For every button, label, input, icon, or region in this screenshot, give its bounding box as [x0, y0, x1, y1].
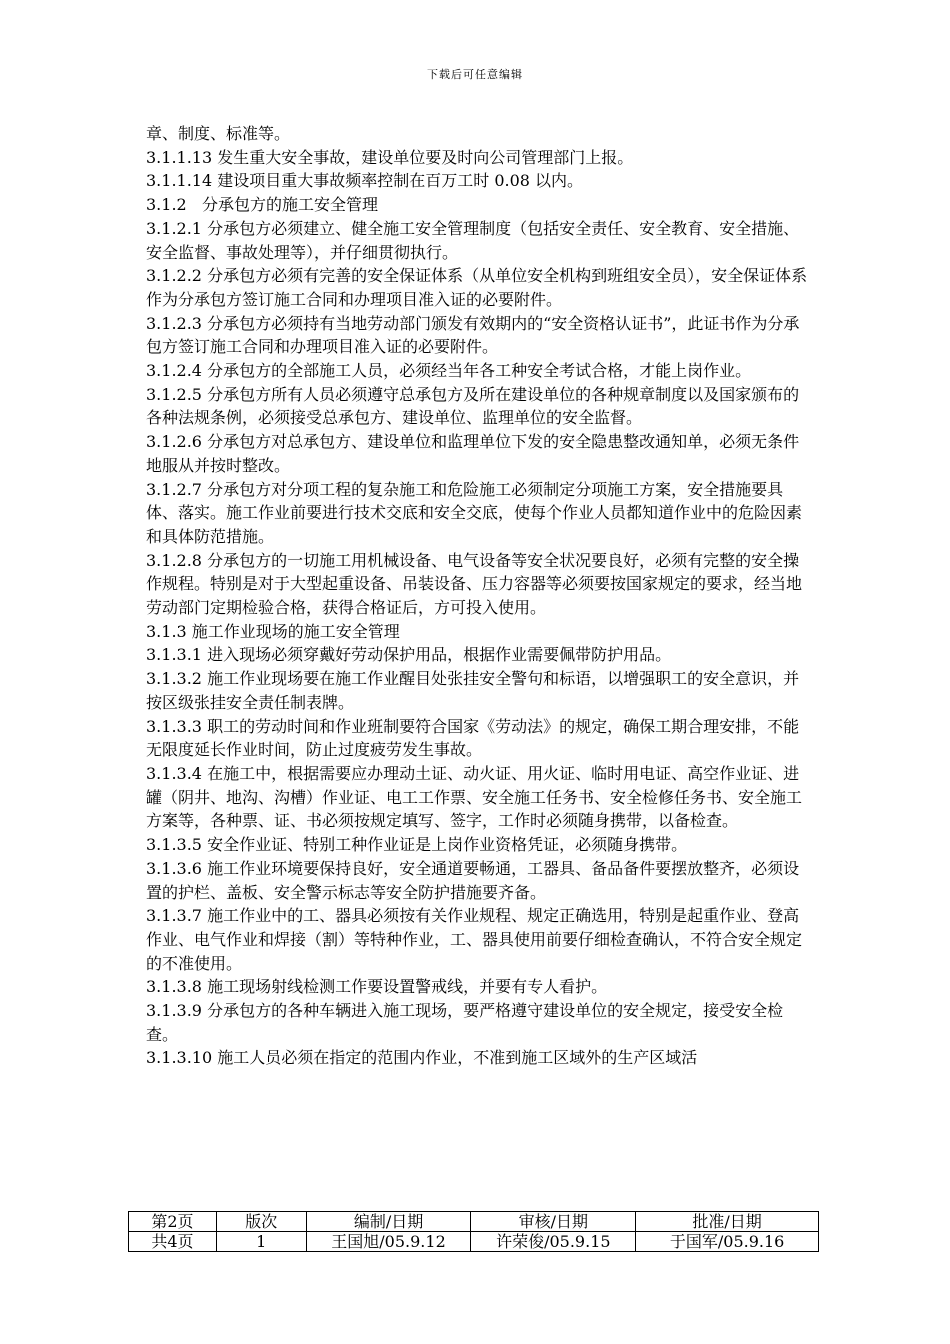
paragraph: 3.1.3.4 在施工中，根据需要应办理动土证、动火证、用火证、临时用电证、高空作业证、进罐（阴井、地沟、沟槽）作业证、电工工作票、安全施工任务书、安全检修任务书、安全施工方案等，各种票、证、书必须按规定填写、签字，工作时必须随身携带，以备检查。 — [146, 763, 803, 831]
paragraph: 3.1.3.7 施工作业中的工、器具必须按有关作业规程、规定正确选用，特别是起重作业、登高作业、电气作业和焊接（割）等特种作业，工、器具使用前要仔细检查确认，不符合安全规定的不准使用。 — [146, 906, 803, 973]
document-body — [146, 122, 814, 1070]
approval-table — [128, 1211, 819, 1252]
table-header-cell: 审核/日期 — [471, 1212, 636, 1232]
table-row — [129, 1232, 819, 1252]
total-pages-cell: 共4页 — [129, 1232, 217, 1252]
paragraph: 3.1.1.13 发生重大安全事故，建设单位要及时向公司管理部门上报。 — [146, 147, 634, 167]
approved-by-cell: 于国军/05.9.16 — [636, 1232, 819, 1252]
section-heading: 3.1.3 施工作业现场的施工安全管理 — [146, 621, 400, 641]
paragraph: 章、制度、标准等。 — [146, 124, 291, 143]
paragraph: 3.1.3.8 施工现场射线检测工作要设置警戒线，并要有专人看护。 — [146, 977, 608, 997]
section-heading: 3.1.2 分承包方的施工安全管理 — [146, 195, 378, 215]
paragraph: 3.1.3.5 安全作业证、特别工种作业证是上岗作业资格凭证，必须随身携带。 — [146, 835, 688, 855]
table-row — [129, 1212, 819, 1232]
reviewed-by-cell: 许荣俊/05.9.15 — [471, 1232, 636, 1252]
paragraph: 3.1.3.10 施工人员必须在指定的范围内作业，不准到施工区域外的生产区域活 — [146, 1048, 698, 1068]
table-header-cell: 批准/日期 — [636, 1212, 819, 1232]
compiled-by-cell: 王国旭/05.9.12 — [306, 1232, 471, 1252]
table-header-cell: 版次 — [216, 1212, 306, 1232]
paragraph: 3.1.2.2 分承包方必须有完善的安全保证体系（从单位安全机构到班组安全员），安全保证体系作为分承包方签订施工合同和办理项目准入证的必要附件。 — [146, 266, 808, 309]
paragraph: 3.1.2.7 分承包方对分项工程的复杂施工和危险施工必须制定分项施工方案，安全措施要具体、落实。施工作业前要进行技术交底和安全交底，使每个作业人员都知道作业中的危险因素和具体防范措施。 — [146, 479, 803, 546]
paragraph: 3.1.2.6 分承包方对总承包方、建设单位和监理单位下发的安全隐患整改通知单，必须无条件地服从并按时整改。 — [146, 432, 800, 475]
paragraph: 3.1.3.9 分承包方的各种车辆进入施工现场，要严格遵守建设单位的安全规定，接受安全检查。 — [146, 1001, 784, 1044]
version-cell: 1 — [216, 1232, 306, 1252]
paragraph: 3.1.3.6 施工作业环境要保持良好，安全通道要畅通，工器具、备品备件要摆放整齐，必须设置的护栏、盖板、安全警示标志等安全防护措施要齐备。 — [146, 858, 800, 902]
paragraph: 3.1.3.2 施工作业现场要在施工作业醒目处张挂安全警句和标语，以增强职工的安全意识，并按区级张挂安全责任制表牌。 — [146, 669, 800, 712]
page-header-note: 下载后可任意编辑 — [427, 68, 523, 81]
paragraph: 3.1.2.8 分承包方的一切施工用机械设备、电气设备等安全状况要良好，必须有完整的安全操作规程。特别是对于大型起重设备、吊装设备、压力容器等必须要按国家规定的要求，经当地劳动部门定期检验合格，获得合格证后，方可投入使用。 — [146, 550, 803, 618]
paragraph: 3.1.3.3 职工的劳动时间和作业班制要符合国家《劳动法》的规定，确保工期合理安排，不能无限度延长作业时间，防止过度疲劳发生事故。 — [146, 716, 800, 760]
paragraph: 3.1.3.1 进入现场必须穿戴好劳动保护用品，根据作业需要佩带防护用品。 — [146, 645, 672, 665]
paragraph: 3.1.2.5 分承包方所有人员必须遵守总承包方及所在建设单位的各种规章制度以及国家颁布的各种法规条例，必须接受总承包方、建设单位、监理单位的安全监督。 — [146, 384, 800, 428]
page-number-cell: 第2页 — [129, 1212, 217, 1232]
table-header-cell: 编制/日期 — [306, 1212, 471, 1232]
paragraph: 3.1.2.3 分承包方必须持有当地劳动部门颁发有效期内的“安全资格认证书”，此证书作为分承包方签订施工合同和办理项目准入证的必要附件。 — [146, 313, 800, 357]
paragraph: 3.1.1.14 建设项目重大事故频率控制在百万工时 0.08 以内。 — [146, 171, 584, 191]
paragraph: 3.1.2.1 分承包方必须建立、健全施工安全管理制度（包括安全责任、安全教育、安全措施、安全监督、事故处理等），并仔细贯彻执行。 — [146, 218, 800, 262]
paragraph: 3.1.2.4 分承包方的全部施工人员，必须经当年各工种安全考试合格，才能上岗作业。 — [146, 361, 752, 381]
